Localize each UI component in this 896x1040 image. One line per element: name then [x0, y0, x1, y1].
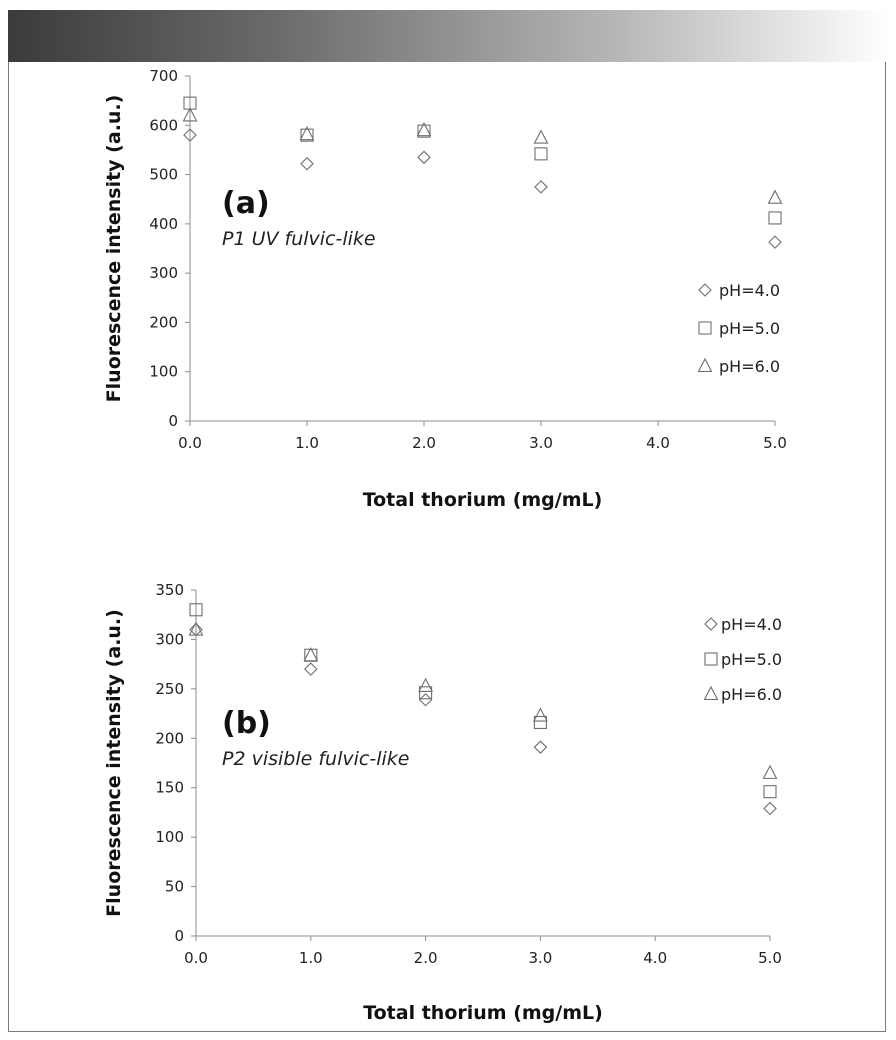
- legend-entry-label: pH=5.0: [721, 650, 783, 669]
- data-point-triangle: [534, 709, 547, 722]
- data-point-diamond: [764, 802, 776, 814]
- legend-entry-label: pH=6.0: [719, 357, 781, 376]
- y-tick-label: 0: [168, 412, 178, 430]
- legend-marker-triangle: [705, 687, 718, 700]
- data-point-triangle: [419, 679, 432, 692]
- legend-marker-triangle: [699, 359, 712, 372]
- data-point-square: [769, 212, 781, 224]
- legend-entry-label: pH=5.0: [719, 319, 781, 338]
- legend-marker-square: [705, 653, 717, 665]
- y-tick-label: 300: [155, 630, 184, 649]
- chart-panel-a: [103, 67, 787, 511]
- data-point-triangle: [764, 766, 777, 779]
- panel-label: (a): [222, 186, 270, 221]
- panel-label: (b): [222, 706, 271, 741]
- y-tick-label: 700: [149, 67, 178, 85]
- y-tick-label: 150: [155, 778, 184, 797]
- data-point-square: [420, 687, 432, 699]
- x-tick-label: 0.0: [178, 434, 202, 452]
- y-axis-title: Fluorescence intensity (a.u.): [103, 94, 125, 403]
- y-tick-label: 600: [149, 116, 178, 135]
- legend-entry-label: pH=4.0: [721, 615, 783, 634]
- x-axis-title: Total thorium (mg/mL): [363, 1002, 603, 1024]
- y-tick-label: 200: [149, 313, 178, 332]
- legend-entry-label: pH=4.0: [719, 281, 781, 300]
- y-tick-label: 50: [164, 877, 184, 896]
- y-tick-label: 200: [155, 729, 184, 748]
- x-tick-label: 1.0: [295, 434, 319, 452]
- y-axis-title: Fluorescence intensity (a.u.): [103, 609, 125, 917]
- data-point-diamond: [305, 663, 317, 675]
- y-tick-label: 350: [155, 581, 184, 599]
- x-tick-label: 3.0: [528, 949, 553, 967]
- legend-marker-diamond: [699, 284, 711, 296]
- y-tick-label: 250: [155, 679, 184, 698]
- data-point-diamond: [534, 741, 546, 753]
- data-point-triangle: [304, 648, 317, 661]
- data-point-diamond: [535, 181, 547, 193]
- data-point-diamond: [418, 151, 430, 163]
- x-tick-label: 4.0: [646, 434, 670, 452]
- data-point-square: [535, 148, 547, 160]
- x-tick-label: 4.0: [643, 949, 668, 967]
- x-tick-label: 3.0: [529, 434, 553, 452]
- x-axis-title: Total thorium (mg/mL): [362, 489, 603, 511]
- legend-marker-square: [699, 322, 711, 334]
- y-tick-label: 500: [149, 165, 178, 184]
- x-tick-label: 2.0: [412, 434, 436, 452]
- data-point-triangle: [769, 191, 782, 204]
- x-tick-label: 0.0: [184, 949, 208, 967]
- y-tick-label: 100: [149, 362, 178, 381]
- data-point-diamond: [420, 694, 432, 706]
- legend-entry-label: pH=6.0: [721, 685, 783, 704]
- y-tick-label: 0: [174, 927, 184, 945]
- panel-subtitle: P1 UV fulvic-like: [222, 228, 376, 250]
- legend-marker-diamond: [705, 618, 717, 630]
- chart-panel-b: [103, 581, 782, 1024]
- panel-subtitle: P2 visible fulvic-like: [222, 748, 410, 770]
- x-tick-label: 5.0: [758, 949, 782, 967]
- data-point-diamond: [301, 158, 313, 170]
- y-tick-label: 100: [155, 828, 184, 847]
- data-point-square: [534, 716, 546, 728]
- x-tick-label: 5.0: [763, 434, 787, 452]
- data-point-triangle: [535, 131, 548, 144]
- x-tick-label: 1.0: [298, 949, 323, 967]
- data-point-diamond: [769, 236, 781, 248]
- y-tick-label: 300: [149, 264, 178, 283]
- data-point-square: [764, 786, 776, 798]
- x-tick-label: 2.0: [413, 949, 438, 967]
- y-tick-label: 400: [149, 214, 178, 233]
